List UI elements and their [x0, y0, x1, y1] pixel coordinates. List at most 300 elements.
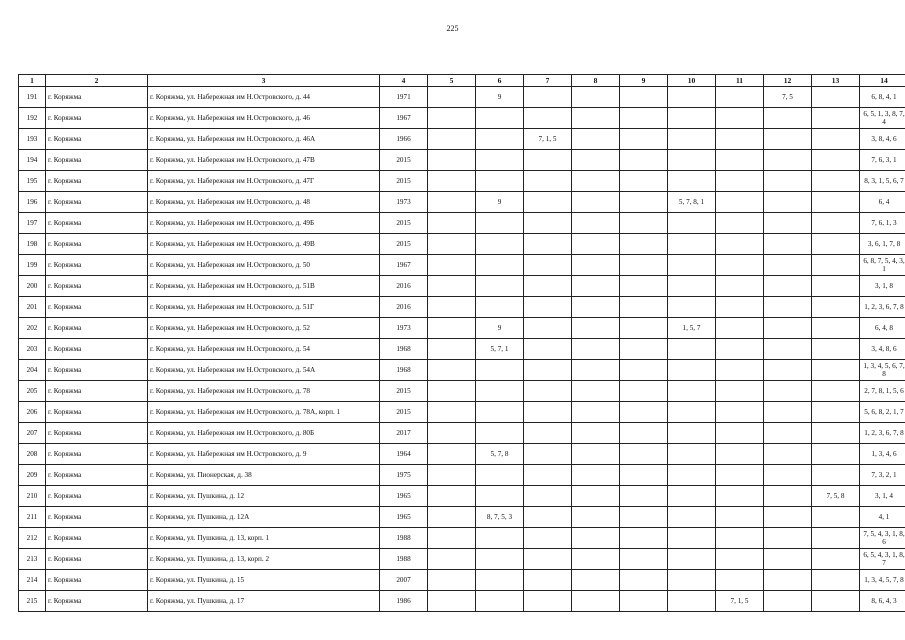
- table-cell-col-13: [812, 108, 860, 129]
- table-cell-col-11: [716, 87, 764, 108]
- table-cell-col-5: [428, 381, 476, 402]
- table-cell-col-11: [716, 402, 764, 423]
- table-cell-col-5: [428, 549, 476, 570]
- table-cell-col-12: [764, 486, 812, 507]
- table-cell-col-9: [620, 276, 668, 297]
- table-cell-col-6: [476, 465, 524, 486]
- table-cell-col-7: [524, 213, 572, 234]
- table-cell-col-9: [620, 360, 668, 381]
- table-cell-col-14: 3, 8, 4, 6: [860, 129, 905, 150]
- table-cell-col-8: [572, 297, 620, 318]
- table-cell-col-7: 7, 1, 5: [524, 129, 572, 150]
- table-cell-col-8: [572, 486, 620, 507]
- table-cell-col-1: 202: [19, 318, 46, 339]
- table-row: [19, 234, 905, 255]
- table-cell-col-11: [716, 213, 764, 234]
- table-cell-col-14: 6, 8, 4, 1: [860, 87, 905, 108]
- table-cell-col-13: [812, 423, 860, 444]
- table-cell-col-14: 2, 7, 8, 1, 5, 6: [860, 381, 905, 402]
- table-cell-col-10: [668, 486, 716, 507]
- column-header-1: 1: [19, 75, 46, 87]
- table-cell-col-11: [716, 129, 764, 150]
- table-cell-col-1: 207: [19, 423, 46, 444]
- table-row: [19, 507, 905, 528]
- table-cell-col-9: [620, 549, 668, 570]
- table-row: [19, 318, 905, 339]
- table-cell-col-10: [668, 570, 716, 591]
- table-cell-col-7: [524, 381, 572, 402]
- table-cell-col-9: [620, 465, 668, 486]
- table-cell-col-8: [572, 507, 620, 528]
- table-cell-col-13: [812, 465, 860, 486]
- table-cell-col-7: [524, 591, 572, 612]
- table-cell-col-4: 1973: [380, 192, 428, 213]
- table-cell-col-13: [812, 402, 860, 423]
- table-cell-col-9: [620, 129, 668, 150]
- table-cell-col-6: [476, 234, 524, 255]
- table-cell-col-10: [668, 423, 716, 444]
- table-cell-col-9: [620, 192, 668, 213]
- table-cell-col-13: [812, 528, 860, 549]
- table-row: [19, 87, 905, 108]
- table-cell-col-7: [524, 528, 572, 549]
- table-cell-col-1: 208: [19, 444, 46, 465]
- table-cell-col-3: г. Коряжма, ул. Пушкина, д. 17: [148, 591, 380, 612]
- table-cell-col-14: 6, 5, 1, 3, 8, 7, 4: [860, 108, 905, 129]
- table-cell-col-7: [524, 171, 572, 192]
- table-cell-col-2: г. Коряжма: [46, 465, 148, 486]
- table-cell-col-5: [428, 591, 476, 612]
- table-cell-col-12: [764, 318, 812, 339]
- table-cell-col-2: г. Коряжма: [46, 507, 148, 528]
- table-cell-col-6: [476, 360, 524, 381]
- table-cell-col-3: г. Коряжма, ул. Набережная им Н.Островского, д. 52: [148, 318, 380, 339]
- table-cell-col-12: [764, 339, 812, 360]
- table-cell-col-13: [812, 381, 860, 402]
- table-cell-col-6: [476, 486, 524, 507]
- table-cell-col-8: [572, 276, 620, 297]
- table-cell-col-1: 195: [19, 171, 46, 192]
- table-cell-col-11: [716, 549, 764, 570]
- table-cell-col-8: [572, 129, 620, 150]
- table-cell-col-12: [764, 276, 812, 297]
- table-cell-col-7: [524, 486, 572, 507]
- table-cell-col-4: 1966: [380, 129, 428, 150]
- table-cell-col-4: 2015: [380, 171, 428, 192]
- table-cell-col-6: 5, 7, 1: [476, 339, 524, 360]
- table-cell-col-12: [764, 297, 812, 318]
- table-cell-col-3: г. Коряжма, ул. Пушкина, д. 12А: [148, 507, 380, 528]
- table-cell-col-2: г. Коряжма: [46, 192, 148, 213]
- column-header-11: 11: [716, 75, 764, 87]
- table-cell-col-4: 2015: [380, 234, 428, 255]
- table-cell-col-3: г. Коряжма, ул. Набережная им Н.Островского, д. 46: [148, 108, 380, 129]
- table-cell-col-7: [524, 360, 572, 381]
- table-cell-col-10: [668, 171, 716, 192]
- table-cell-col-10: 1, 5, 7: [668, 318, 716, 339]
- table-header: [19, 75, 905, 87]
- table-cell-col-12: [764, 255, 812, 276]
- table-cell-col-7: [524, 318, 572, 339]
- table-cell-col-9: [620, 150, 668, 171]
- table-cell-col-14: 1, 3, 4, 5, 7, 8: [860, 570, 905, 591]
- table-cell-col-4: 1988: [380, 528, 428, 549]
- table-cell-col-9: [620, 486, 668, 507]
- table-row: [19, 213, 905, 234]
- table-cell-col-5: [428, 528, 476, 549]
- table-cell-col-4: 2007: [380, 570, 428, 591]
- table-cell-col-13: [812, 444, 860, 465]
- table-cell-col-10: [668, 549, 716, 570]
- table-cell-col-1: 209: [19, 465, 46, 486]
- table-cell-col-10: 5, 7, 8, 1: [668, 192, 716, 213]
- column-header-10: 10: [668, 75, 716, 87]
- table-cell-col-14: 1, 2, 3, 6, 7, 8: [860, 297, 905, 318]
- table-cell-col-13: [812, 129, 860, 150]
- table-cell-col-8: [572, 360, 620, 381]
- column-header-12: 12: [764, 75, 812, 87]
- table-cell-col-6: [476, 381, 524, 402]
- table-cell-col-4: 1973: [380, 318, 428, 339]
- table-row: [19, 528, 905, 549]
- table-cell-col-5: [428, 360, 476, 381]
- table-row: [19, 402, 905, 423]
- table-row: [19, 297, 905, 318]
- table-cell-col-11: [716, 381, 764, 402]
- table-row: [19, 276, 905, 297]
- table-cell-col-4: 2015: [380, 381, 428, 402]
- table-cell-col-6: [476, 549, 524, 570]
- table-cell-col-7: [524, 234, 572, 255]
- table-row: [19, 423, 905, 444]
- table-cell-col-1: 213: [19, 549, 46, 570]
- table-cell-col-3: г. Коряжма, ул. Набережная им Н.Островского, д. 9: [148, 444, 380, 465]
- table-cell-col-5: [428, 255, 476, 276]
- table-cell-col-3: г. Коряжма, ул. Набережная им Н.Островского, д. 54: [148, 339, 380, 360]
- table-cell-col-2: г. Коряжма: [46, 339, 148, 360]
- table-cell-col-11: [716, 444, 764, 465]
- table-cell-col-4: 1968: [380, 360, 428, 381]
- table-cell-col-13: [812, 276, 860, 297]
- table-cell-col-13: [812, 150, 860, 171]
- table-cell-col-7: [524, 276, 572, 297]
- table-row: [19, 570, 905, 591]
- table-cell-col-2: г. Коряжма: [46, 444, 148, 465]
- table-row: [19, 150, 905, 171]
- table-row: [19, 444, 905, 465]
- table-row: [19, 381, 905, 402]
- table-cell-col-8: [572, 234, 620, 255]
- table-cell-col-8: [572, 255, 620, 276]
- table-cell-col-6: 5, 7, 8: [476, 444, 524, 465]
- table-cell-col-9: [620, 444, 668, 465]
- column-header-4: 4: [380, 75, 428, 87]
- table-cell-col-4: 1968: [380, 339, 428, 360]
- table-cell-col-14: 7, 5, 4, 3, 1, 8, 6: [860, 528, 905, 549]
- table-cell-col-9: [620, 591, 668, 612]
- table-cell-col-6: [476, 297, 524, 318]
- table-cell-col-7: [524, 339, 572, 360]
- table-cell-col-5: [428, 423, 476, 444]
- table-cell-col-13: [812, 360, 860, 381]
- table-cell-col-11: [716, 234, 764, 255]
- table-cell-col-2: г. Коряжма: [46, 402, 148, 423]
- table-cell-col-13: [812, 234, 860, 255]
- table-cell-col-8: [572, 549, 620, 570]
- table-cell-col-5: [428, 171, 476, 192]
- table-cell-col-3: г. Коряжма, ул. Набережная им Н.Островского, д. 46А: [148, 129, 380, 150]
- table-cell-col-1: 212: [19, 528, 46, 549]
- column-header-5: 5: [428, 75, 476, 87]
- table-cell-col-7: [524, 297, 572, 318]
- table-cell-col-12: [764, 108, 812, 129]
- table-cell-col-1: 214: [19, 570, 46, 591]
- table-cell-col-10: [668, 591, 716, 612]
- table-cell-col-1: 201: [19, 297, 46, 318]
- table-cell-col-14: 6, 8, 7, 5, 4, 3, 1: [860, 255, 905, 276]
- table-cell-col-13: [812, 213, 860, 234]
- table-cell-col-8: [572, 402, 620, 423]
- table-row: [19, 360, 905, 381]
- table-cell-col-7: [524, 255, 572, 276]
- table-cell-col-8: [572, 528, 620, 549]
- table-cell-col-2: г. Коряжма: [46, 255, 148, 276]
- table-cell-col-3: г. Коряжма, ул. Набережная им Н.Островского, д. 78: [148, 381, 380, 402]
- table-cell-col-5: [428, 108, 476, 129]
- table-cell-col-11: [716, 108, 764, 129]
- table-cell-col-11: [716, 507, 764, 528]
- table-cell-col-3: г. Коряжма, ул. Набережная им Н.Островского, д. 50: [148, 255, 380, 276]
- table-cell-col-3: г. Коряжма, ул. Пушкина, д. 13, корп. 1: [148, 528, 380, 549]
- table-cell-col-2: г. Коряжма: [46, 234, 148, 255]
- table-cell-col-14: 3, 4, 8, 6: [860, 339, 905, 360]
- table-cell-col-3: г. Коряжма, ул. Набережная им Н.Островского, д. 48: [148, 192, 380, 213]
- table-cell-col-8: [572, 87, 620, 108]
- table-cell-col-1: 199: [19, 255, 46, 276]
- table-cell-col-3: г. Коряжма, ул. Набережная им Н.Островского, д. 78А, корп. 1: [148, 402, 380, 423]
- table-cell-col-6: [476, 423, 524, 444]
- table-cell-col-2: г. Коряжма: [46, 381, 148, 402]
- table-cell-col-4: 1964: [380, 444, 428, 465]
- table-cell-col-12: [764, 444, 812, 465]
- table-cell-col-11: [716, 528, 764, 549]
- table-cell-col-5: [428, 234, 476, 255]
- table-cell-col-2: г. Коряжма: [46, 171, 148, 192]
- table-cell-col-9: [620, 339, 668, 360]
- table-cell-col-11: [716, 570, 764, 591]
- table-cell-col-7: [524, 549, 572, 570]
- table-row: [19, 486, 905, 507]
- table-cell-col-9: [620, 402, 668, 423]
- table-cell-col-9: [620, 108, 668, 129]
- table-cell-col-13: [812, 171, 860, 192]
- table-cell-col-14: 8, 3, 1, 5, 6, 7: [860, 171, 905, 192]
- table-cell-col-8: [572, 171, 620, 192]
- table-cell-col-12: [764, 150, 812, 171]
- table-cell-col-11: [716, 171, 764, 192]
- table-cell-col-3: г. Коряжма, ул. Набережная им Н.Островского, д. 49В: [148, 234, 380, 255]
- table-cell-col-9: [620, 381, 668, 402]
- table-cell-col-5: [428, 129, 476, 150]
- table-cell-col-14: 6, 4, 8: [860, 318, 905, 339]
- table-cell-col-12: [764, 591, 812, 612]
- table-cell-col-4: 1986: [380, 591, 428, 612]
- table-cell-col-13: [812, 570, 860, 591]
- table-cell-col-10: [668, 360, 716, 381]
- column-header-14: 14: [860, 75, 905, 87]
- table-cell-col-12: [764, 507, 812, 528]
- table-cell-col-1: 193: [19, 129, 46, 150]
- table-cell-col-3: г. Коряжма, ул. Набережная им Н.Островского, д. 44: [148, 87, 380, 108]
- table-cell-col-9: [620, 423, 668, 444]
- table-cell-col-7: [524, 108, 572, 129]
- header-row: [19, 75, 905, 87]
- table-row: [19, 549, 905, 570]
- table-cell-col-8: [572, 381, 620, 402]
- table-cell-col-9: [620, 570, 668, 591]
- table-cell-col-9: [620, 297, 668, 318]
- table-cell-col-7: [524, 570, 572, 591]
- table-cell-col-3: г. Коряжма, ул. Набережная им Н.Островского, д. 51В: [148, 276, 380, 297]
- table-cell-col-3: г. Коряжма, ул. Набережная им Н.Островского, д. 47В: [148, 150, 380, 171]
- table-cell-col-1: 196: [19, 192, 46, 213]
- table-cell-col-1: 197: [19, 213, 46, 234]
- table-cell-col-10: [668, 129, 716, 150]
- table-cell-col-4: 1967: [380, 255, 428, 276]
- table-cell-col-3: г. Коряжма, ул. Пушкина, д. 12: [148, 486, 380, 507]
- table-cell-col-9: [620, 528, 668, 549]
- table-cell-col-12: [764, 549, 812, 570]
- table-cell-col-4: 2017: [380, 423, 428, 444]
- table-cell-col-8: [572, 444, 620, 465]
- table-cell-col-14: 7, 3, 2, 1: [860, 465, 905, 486]
- table-cell-col-2: г. Коряжма: [46, 549, 148, 570]
- table-cell-col-7: [524, 192, 572, 213]
- table-cell-col-6: 9: [476, 318, 524, 339]
- table-cell-col-8: [572, 570, 620, 591]
- table-cell-col-5: [428, 402, 476, 423]
- table-cell-col-9: [620, 234, 668, 255]
- table-cell-col-11: [716, 465, 764, 486]
- table-cell-col-8: [572, 339, 620, 360]
- page-number: 225: [446, 24, 459, 33]
- table-cell-col-5: [428, 213, 476, 234]
- table-cell-col-13: [812, 318, 860, 339]
- table-cell-col-14: 7, 6, 1, 3: [860, 213, 905, 234]
- table-cell-col-8: [572, 108, 620, 129]
- data-table: [18, 74, 905, 612]
- table-cell-col-10: [668, 276, 716, 297]
- table-cell-col-4: 1971: [380, 87, 428, 108]
- table-cell-col-4: 1975: [380, 465, 428, 486]
- table-cell-col-4: 1988: [380, 549, 428, 570]
- table-cell-col-2: г. Коряжма: [46, 129, 148, 150]
- table-cell-col-8: [572, 465, 620, 486]
- table-cell-col-1: 206: [19, 402, 46, 423]
- table-cell-col-9: [620, 171, 668, 192]
- table-cell-col-1: 200: [19, 276, 46, 297]
- column-header-9: 9: [620, 75, 668, 87]
- table-cell-col-1: 203: [19, 339, 46, 360]
- table-cell-col-2: г. Коряжма: [46, 276, 148, 297]
- column-header-8: 8: [572, 75, 620, 87]
- table-cell-col-11: [716, 150, 764, 171]
- table-cell-col-10: [668, 381, 716, 402]
- table-cell-col-1: 192: [19, 108, 46, 129]
- table-cell-col-7: [524, 87, 572, 108]
- table-row: [19, 465, 905, 486]
- table-cell-col-1: 205: [19, 381, 46, 402]
- table-cell-col-9: [620, 507, 668, 528]
- table-cell-col-14: 3, 1, 4: [860, 486, 905, 507]
- table-cell-col-12: [764, 213, 812, 234]
- column-header-13: 13: [812, 75, 860, 87]
- table-cell-col-2: г. Коряжма: [46, 297, 148, 318]
- table-cell-col-3: г. Коряжма, ул. Пионерская, д. 38: [148, 465, 380, 486]
- table-cell-col-14: 1, 3, 4, 6: [860, 444, 905, 465]
- table-cell-col-5: [428, 297, 476, 318]
- table-cell-col-14: 6, 4: [860, 192, 905, 213]
- table-cell-col-10: [668, 507, 716, 528]
- table-cell-col-10: [668, 213, 716, 234]
- table-body: [19, 87, 905, 612]
- table-cell-col-8: [572, 318, 620, 339]
- table-cell-col-5: [428, 465, 476, 486]
- table-cell-col-13: [812, 297, 860, 318]
- table-cell-col-14: 5, 6, 8, 2, 1, 7: [860, 402, 905, 423]
- table-cell-col-9: [620, 255, 668, 276]
- table-cell-col-11: [716, 255, 764, 276]
- column-header-2: 2: [46, 75, 148, 87]
- table-cell-col-5: [428, 276, 476, 297]
- table-row: [19, 108, 905, 129]
- table-row: [19, 171, 905, 192]
- table-cell-col-11: [716, 276, 764, 297]
- table-cell-col-3: г. Коряжма, ул. Набережная им Н.Островского, д. 51Г: [148, 297, 380, 318]
- table-cell-col-2: г. Коряжма: [46, 591, 148, 612]
- table-row: [19, 192, 905, 213]
- table-cell-col-4: 2016: [380, 297, 428, 318]
- table-cell-col-2: г. Коряжма: [46, 528, 148, 549]
- table-row: [19, 591, 905, 612]
- table-cell-col-5: [428, 87, 476, 108]
- table-cell-col-11: [716, 360, 764, 381]
- table-cell-col-12: [764, 192, 812, 213]
- table-cell-col-5: [428, 318, 476, 339]
- table-cell-col-7: [524, 507, 572, 528]
- table-cell-col-3: г. Коряжма, ул. Набережная им Н.Островского, д. 54А: [148, 360, 380, 381]
- table-cell-col-3: г. Коряжма, ул. Набережная им Н.Островского, д. 49Б: [148, 213, 380, 234]
- table-cell-col-7: [524, 150, 572, 171]
- table-cell-col-5: [428, 570, 476, 591]
- table-cell-col-14: 1, 2, 3, 6, 7, 8: [860, 423, 905, 444]
- table-cell-col-1: 194: [19, 150, 46, 171]
- table-cell-col-6: [476, 591, 524, 612]
- table-cell-col-11: [716, 486, 764, 507]
- table-cell-col-12: [764, 423, 812, 444]
- table-cell-col-12: [764, 465, 812, 486]
- table-cell-col-2: г. Коряжма: [46, 423, 148, 444]
- table-cell-col-6: 9: [476, 87, 524, 108]
- table-cell-col-10: [668, 528, 716, 549]
- table-cell-col-9: [620, 87, 668, 108]
- table-cell-col-11: [716, 192, 764, 213]
- table-cell-col-13: 7, 5, 8: [812, 486, 860, 507]
- table-cell-col-4: 1965: [380, 507, 428, 528]
- table-cell-col-6: [476, 129, 524, 150]
- table-row: [19, 255, 905, 276]
- table-cell-col-3: г. Коряжма, ул. Пушкина, д. 13, корп. 2: [148, 549, 380, 570]
